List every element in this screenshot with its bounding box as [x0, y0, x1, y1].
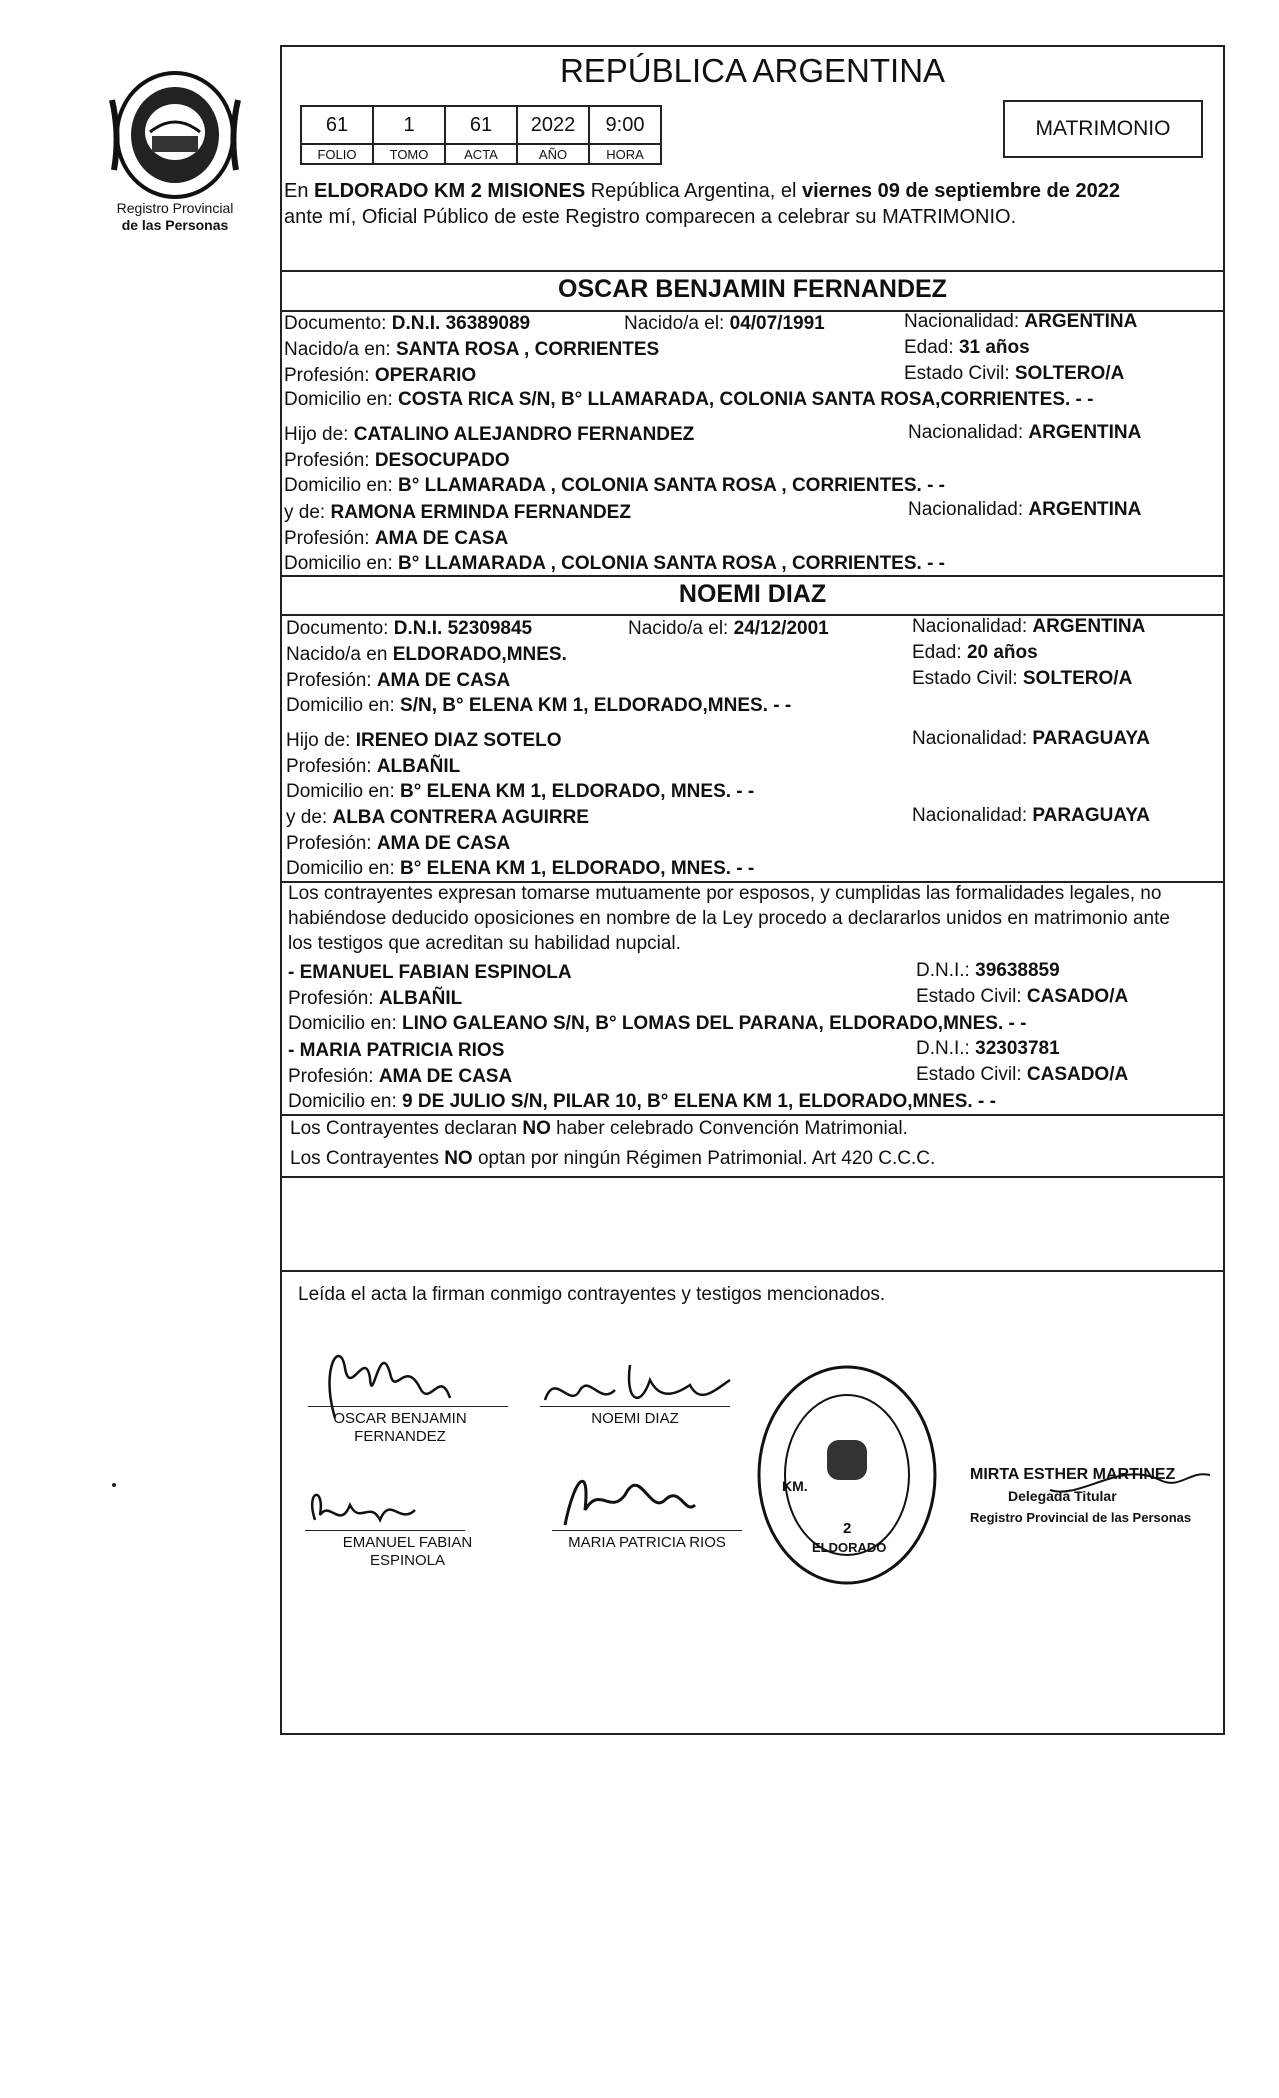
witness2-dni	[916, 1038, 1060, 1060]
negation: NO	[522, 1118, 551, 1139]
groom-address	[284, 389, 1094, 411]
label: Domicilio en:	[286, 695, 401, 716]
value: ARGENTINA	[1028, 422, 1142, 443]
value: ARGENTINA	[1024, 311, 1138, 332]
regime-line2	[290, 1148, 935, 1170]
value: S/N, B° ELENA KM 1, ELDORADO,MNES. - -	[400, 695, 792, 716]
value: 31 años	[958, 337, 1030, 358]
groom-mother	[284, 502, 631, 524]
groom-father	[284, 424, 694, 446]
label: Documento:	[284, 313, 392, 334]
bride-mother-profession	[286, 833, 510, 855]
value: LINO GALEANO S/N, B° LOMAS DEL PARANA, ELDORADO,MNES. - -	[402, 1013, 1027, 1034]
divider	[280, 270, 1225, 272]
divider	[280, 1270, 1225, 1272]
folio-label: FOLIO	[301, 144, 373, 164]
value: ELDORADO,MNES.	[392, 644, 567, 665]
groom-nationality	[904, 311, 1137, 333]
label: Edad:	[904, 337, 959, 358]
bride-name: NOEMI DIAZ	[678, 580, 827, 608]
label: y de:	[286, 807, 333, 828]
intro-date: viernes 09 de septiembre de 2022	[801, 180, 1120, 202]
label: Nacido/a en:	[284, 339, 396, 360]
name-line: FERNANDEZ	[354, 1428, 446, 1445]
groom-age	[904, 337, 1030, 359]
label: Domicilio en:	[284, 475, 399, 496]
bride-signature-name: NOEMI DIAZ	[591, 1410, 679, 1427]
label: Nacido/a en	[286, 644, 393, 665]
bride-age	[912, 642, 1038, 664]
value: OPERARIO	[374, 365, 477, 386]
groom-mother-address	[284, 553, 945, 575]
label: Profesión:	[286, 670, 377, 691]
value: B° ELENA KM 1, ELDORADO, MNES. - -	[400, 858, 755, 879]
divider	[280, 575, 1225, 577]
bride-birthplace	[286, 644, 567, 666]
officer-title: Delegada Titular	[1008, 1488, 1117, 1504]
country-title: REPÚBLICA ARGENTINA	[559, 52, 946, 89]
value: CASADO/A	[1026, 1064, 1129, 1085]
hora-value: 9:00	[589, 106, 661, 144]
label: Estado Civil:	[916, 986, 1027, 1007]
value: AMA DE CASA	[378, 1066, 513, 1087]
label: Profesión:	[284, 450, 375, 471]
intro-text: República Argentina, el	[585, 180, 802, 202]
negation: NO	[444, 1148, 473, 1169]
label: Estado Civil:	[916, 1064, 1027, 1085]
label: Profesión:	[286, 833, 377, 854]
bride-father-profession	[286, 756, 460, 778]
regime-line1	[290, 1118, 908, 1140]
ano-label: AÑO	[517, 144, 589, 164]
seal-city: ELDORADO	[812, 1540, 887, 1555]
tomo-value: 1	[373, 106, 445, 144]
groom-name: OSCAR BENJAMIN FERNANDEZ	[558, 275, 947, 303]
value: 39638859	[975, 960, 1060, 981]
value: 9 DE JULIO S/N, PILAR 10, B° ELENA KM 1, ELDORADO,MNES. - -	[402, 1091, 996, 1112]
groom-signature-name	[310, 1410, 490, 1446]
bride-father	[286, 730, 562, 752]
value: ALBAÑIL	[376, 756, 461, 777]
label: Estado Civil:	[912, 668, 1023, 689]
label: Nacionalidad:	[908, 499, 1029, 520]
officer-org: Registro Provincial de las Personas	[970, 1510, 1192, 1525]
value: ALBA CONTRERA AGUIRRE	[332, 807, 589, 828]
value: SOLTERO/A	[1014, 363, 1125, 384]
witness2-civil-status	[916, 1064, 1128, 1086]
acta-label: ACTA	[445, 144, 517, 164]
value: D.N.I. 52309845	[393, 618, 533, 639]
text: haber celebrado Convención Matrimonial.	[550, 1118, 908, 1139]
stray-mark	[112, 1483, 116, 1487]
label: Edad:	[912, 642, 967, 663]
witness1-address	[288, 1013, 1026, 1035]
value: B° LLAMARADA , COLONIA SANTA ROSA , CORRIENTES. - -	[398, 475, 946, 496]
value: SOLTERO/A	[1022, 668, 1133, 689]
value: 24/12/2001	[733, 618, 829, 639]
label: D.N.I.:	[916, 960, 976, 981]
groom-father-nationality	[908, 422, 1141, 444]
groom-profession	[284, 365, 476, 387]
witness1-name: - EMANUEL FABIAN ESPINOLA	[288, 962, 572, 983]
bride-nationality	[912, 616, 1145, 638]
value: IRENEO DIAZ SOTELO	[355, 730, 562, 751]
label: Profesión:	[288, 1066, 379, 1087]
hora-label: HORA	[589, 144, 661, 164]
groom-mother-nationality	[908, 499, 1141, 521]
witness1-profession	[288, 988, 462, 1010]
folio-value: 61	[301, 106, 373, 144]
divider	[280, 1114, 1225, 1116]
value: DESOCUPADO	[374, 450, 510, 471]
text: optan por ningún Régimen Patrimonial. Art 420 C.C.C.	[472, 1148, 936, 1169]
groom-civil-status	[904, 363, 1124, 385]
groom-father-address	[284, 475, 945, 497]
value: 20 años	[966, 642, 1038, 663]
label: Profesión:	[284, 528, 375, 549]
seal-km-label: KM.	[782, 1478, 808, 1494]
label: Nacionalidad:	[908, 422, 1029, 443]
bride-document	[286, 618, 532, 640]
registry-table	[300, 105, 662, 165]
bride-birthdate	[628, 618, 829, 640]
bride-profession	[286, 670, 510, 692]
intro-line2: ante mí, Oficial Público de este Registro comparecen a celebrar su MATRIMONIO.	[284, 206, 1017, 228]
witness2-name: - MARIA PATRICIA RIOS	[288, 1040, 505, 1061]
label: Domicilio en:	[288, 1013, 403, 1034]
bride-civil-status	[912, 668, 1132, 690]
ano-value: 2022	[517, 106, 589, 144]
declaration-line2: habiéndose deducido oposiciones en nombre de la Ley procedo a declararlos unidos en matrimonio ante	[288, 908, 1170, 929]
value: ARGENTINA	[1028, 499, 1142, 520]
value: CATALINO ALEJANDRO FERNANDEZ	[353, 424, 695, 445]
text: Los Contrayentes	[290, 1148, 445, 1169]
value: 04/07/1991	[729, 313, 825, 334]
witness1-dni	[916, 960, 1060, 982]
declaration-line3: los testigos que acreditan su habilidad nupcial.	[288, 933, 681, 954]
value: AMA DE CASA	[376, 833, 511, 854]
label: Documento:	[286, 618, 394, 639]
value: AMA DE CASA	[374, 528, 509, 549]
signature-line	[540, 1406, 730, 1407]
intro-line1	[284, 180, 1120, 203]
intro-place: ELDORADO KM 2 MISIONES	[314, 180, 586, 202]
logo-caption-line1: Registro Provincial	[116, 200, 234, 216]
groom-birthdate	[624, 313, 825, 335]
label: D.N.I.:	[916, 1038, 976, 1059]
groom-birthplace	[284, 339, 659, 361]
label: Nacionalidad:	[904, 311, 1025, 332]
label: Domicilio en:	[286, 858, 401, 879]
value: RAMONA ERMINDA FERNANDEZ	[330, 502, 631, 523]
witness1-signature	[300, 1480, 450, 1540]
label: Hijo de:	[286, 730, 356, 751]
value: B° ELENA KM 1, ELDORADO, MNES. - -	[400, 781, 755, 802]
label: Profesión:	[284, 365, 375, 386]
name-line: EMANUEL FABIAN	[342, 1534, 473, 1551]
bride-mother-nationality	[912, 805, 1150, 827]
label: Nacionalidad:	[912, 616, 1033, 637]
officer-name: MIRTA ESTHER MARTINEZ	[970, 1466, 1176, 1483]
value: B° LLAMARADA , COLONIA SANTA ROSA , CORRIENTES. - -	[398, 553, 946, 574]
value: CASADO/A	[1026, 986, 1129, 1007]
label: Nacionalidad:	[912, 728, 1033, 749]
witness2-address	[288, 1091, 996, 1113]
value: D.N.I. 36389089	[391, 313, 531, 334]
value: PARAGUAYA	[1032, 728, 1150, 749]
name-line: OSCAR BENJAMIN	[333, 1410, 467, 1427]
signature-line	[305, 1530, 465, 1531]
label: Domicilio en:	[284, 389, 399, 410]
bride-mother	[286, 807, 589, 829]
bride-father-address	[286, 781, 754, 803]
bride-mother-address	[286, 858, 754, 880]
groom-father-profession	[284, 450, 510, 472]
seal-number: 2	[843, 1520, 852, 1537]
bride-father-nationality	[912, 728, 1150, 750]
groom-document	[284, 313, 530, 335]
label: Domicilio en:	[286, 781, 401, 802]
name-line: ESPINOLA	[369, 1552, 446, 1569]
witness2-signature	[555, 1455, 705, 1535]
divider	[280, 1176, 1225, 1178]
label: Nacido/a el:	[624, 313, 730, 334]
witness1-signature-name	[325, 1534, 490, 1570]
text: Los Contrayentes declaran	[290, 1118, 523, 1139]
value: COSTA RICA S/N, B° LLAMARADA, COLONIA SANTA ROSA,CORRIENTES. - -	[398, 389, 1094, 410]
acta-value: 61	[445, 106, 517, 144]
official-seal	[752, 1360, 942, 1590]
label: Nacionalidad:	[912, 805, 1033, 826]
logo-caption-line2: de las Personas	[121, 217, 229, 233]
act-type-box: MATRIMONIO	[1003, 100, 1203, 158]
signature-line	[552, 1530, 742, 1531]
intro-text: En	[284, 180, 315, 202]
label: Nacido/a el:	[628, 618, 734, 639]
value: AMA DE CASA	[376, 670, 511, 691]
witness1-civil-status	[916, 986, 1128, 1008]
bride-address	[286, 695, 791, 717]
declaration-line1: Los contrayentes expresan tomarse mutuamente por esposos, y cumplidas las formalidades legales, no	[288, 883, 1162, 904]
groom-mother-profession	[284, 528, 508, 550]
label: Profesión:	[286, 756, 377, 777]
value: ALBAÑIL	[378, 988, 463, 1009]
signature-line	[308, 1406, 508, 1407]
label: Estado Civil:	[904, 363, 1015, 384]
witness2-profession	[288, 1066, 512, 1088]
label: Domicilio en:	[284, 553, 399, 574]
value: 32303781	[975, 1038, 1060, 1059]
label: Profesión:	[288, 988, 379, 1009]
signature-intro: Leída el acta la firman conmigo contrayentes y testigos mencionados.	[298, 1284, 886, 1305]
label: Hijo de:	[284, 424, 354, 445]
label: y de:	[284, 502, 331, 523]
tomo-label: TOMO	[373, 144, 445, 164]
label: Domicilio en:	[288, 1091, 403, 1112]
province-logo	[100, 60, 250, 210]
value: ARGENTINA	[1032, 616, 1146, 637]
value: PARAGUAYA	[1032, 805, 1150, 826]
value: SANTA ROSA , CORRIENTES	[395, 339, 660, 360]
witness2-signature-name: MARIA PATRICIA RIOS	[568, 1534, 726, 1551]
